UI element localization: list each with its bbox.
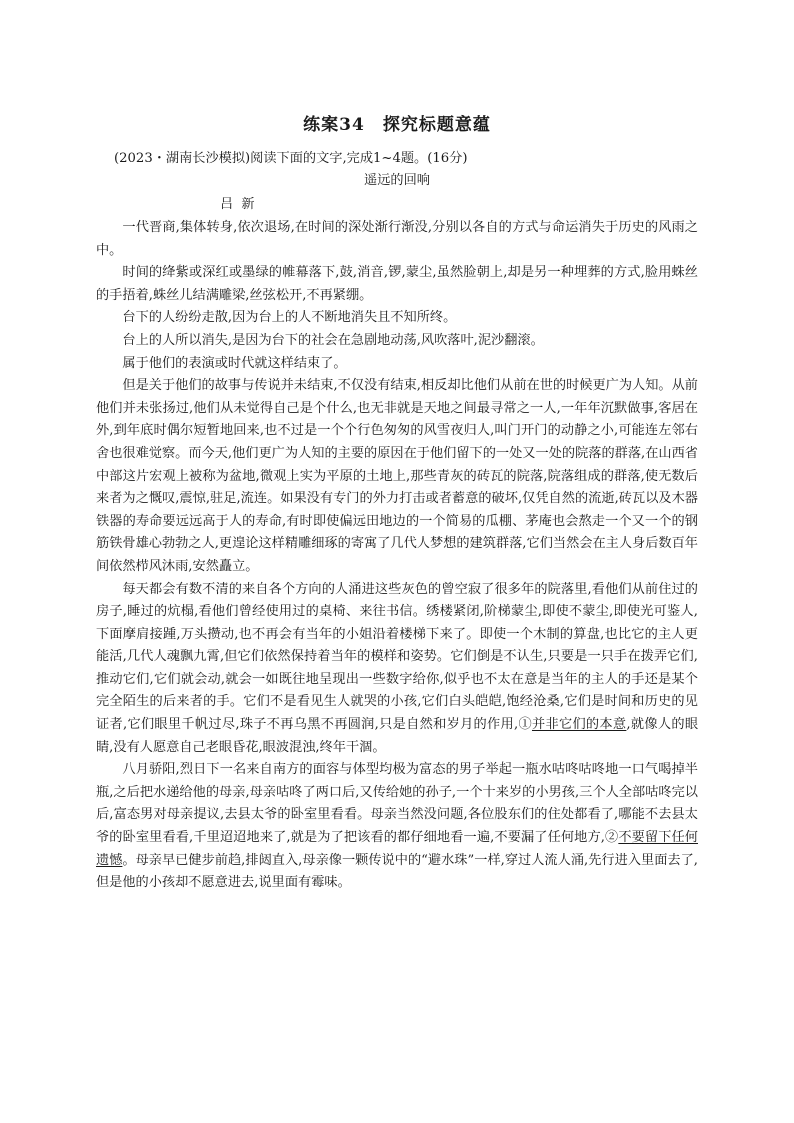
question-source: (2023・湖南长沙模拟)阅读下面的文字,完成1~4题。(16分) xyxy=(114,151,468,166)
underlined-phrase-2: 不要留下任何遗憾 xyxy=(96,830,698,868)
paragraph-3: 台下的人纷纷走散,因为台上的人不断地消失且不知所终。 xyxy=(122,310,457,326)
paragraph-7-text-b: ,就像人的眼睛,没有人愿意自己老眼昏花,眼波混浊,终年干涸。 xyxy=(96,717,699,755)
paragraph-1: 一代晋商,集体转身,依次退场,在时间的深处渐行渐没,分别以各自的方式与命运消失于历史的风雨之中。 xyxy=(96,220,698,258)
paragraph-7 xyxy=(96,579,698,760)
article-author: 吕 新 xyxy=(220,197,257,212)
paragraph-2: 时间的绛紫或深红或墨绿的帷幕落下,鼓,消音,锣,蒙尘,虽然脸朝上,却是另一种埋葬的方式,脸用蛛丝的手捂着,蛛丝儿结满雕梁,丝弦松开,不再紧绷。 xyxy=(96,265,698,303)
paragraph-5: 属于他们的表演或时代就这样结束了。 xyxy=(122,355,347,371)
article-title: 遥远的回响 xyxy=(364,173,430,188)
paragraph-8 xyxy=(96,759,698,895)
paragraph-7-text-a: 每天都会有数不清的来自各个方向的人涌进这些灰色的曾空寂了很多年的院落里,看他们从前住过的房子,睡过的炕榻,看他们曾经使用过的桌椅、来往书信。绣楼紧闭,阶梯蒙尘,即使不蒙尘,即使光可鉴人,下面摩肩接踵,万头攒动,也不再会有当年的小姐沿着楼梯下来了。即使一个木制的算盘,也比它的主人更能活,几代人魂飘九霄,但它们依然保持着当年的模样和姿势。它们倒是不认生,只要是一只手在拨弄它们,推动它们,它们就会动,就会一如既往地呈现出一些数字给你,似乎也不太在意是当年的主人的手还是某个完全陌生的后来者的手。它们不是看见生人就哭的小孩,它们白头皑皑,饱经沧桑,它们是时间和历史的见证者,它们眼里千帆过尽,珠子不再乌黑不再圆润,只是自然和岁月的作用,① xyxy=(96,581,698,733)
paragraph-8-text-a: 八月骄阳,烈日下一名来自南方的面容与体型均极为富态的男子举起一瓶水咕咚咕咚地一口气喝掉半瓶,之后把水递给他的母亲,母亲咕咚了两口后,又传给她的孙子,一个十来岁的小男孩,三个人全部咕咚完以后,富态男对母亲提议,去县太爷的卧室里看看。母亲当然没问题,各位股东们的住处都看了,哪能不去县太爷的卧室里看看,千里迢迢地来了,就是为了把该看的都仔细地看一遍,不要漏了任何地方,② xyxy=(96,762,698,846)
paragraph-8-text-b: 。母亲早已健步前趋,排闼直入,母亲像一颗传说中的“避水珠”一样,穿过人流人涌,先行进入里面去了,但是他的小孩却不愿意进去,说里面有霉味。 xyxy=(96,852,698,891)
exercise-topic: 探究标题意蕴 xyxy=(382,115,491,135)
paragraph-4: 台上的人所以消失,是因为台下的社会在急剧地动荡,风吹落叶,泥沙翻滚。 xyxy=(122,332,544,348)
paragraph-6: 但是关于他们的故事与传说并未结束,不仅没有结束,相反却比他们从前在世的时候更广为人知。从前他们并未张扬过,他们从未觉得自己是个什么,也无非就是天地之间最寻常之一人,一年年沉默做事,客居在外,到年底时偶尔短暂地回来,也不过是一个个行色匆匆的风雪夜归人,叫门开门的动静之小,可能连左邻右舍也很难觉察。而今天,他们更广为人知的主要的原因在于他们留下的一处又一处的院落的群落,在山西省中部这片宏观上被称为盆地,微观上实为平原的土地上,那些青灰的砖瓦的院落,院落组成的群落,使无数后来者为之慨叹,震惊,驻足,流连。如果没有专门的外力打击或者蓄意的破坏,仅凭自然的流逝,砖瓦以及木器铁器的寿命要远远高于人的寿命,有时即使偏远田地边的一个简易的瓜棚、茅庵也会熬走一个又一个的钢筋铁骨雄心勃勃之人,更遑论这样精雕细琢的寄寓了几代人梦想的建筑群落,它们当然会在主人身后数百年间依然栉风沐雨,安然矗立。 xyxy=(96,378,698,574)
exercise-number: 练案34 xyxy=(303,115,365,135)
underlined-phrase-1: 并非它们的本意 xyxy=(531,717,627,733)
page-title xyxy=(96,110,698,135)
